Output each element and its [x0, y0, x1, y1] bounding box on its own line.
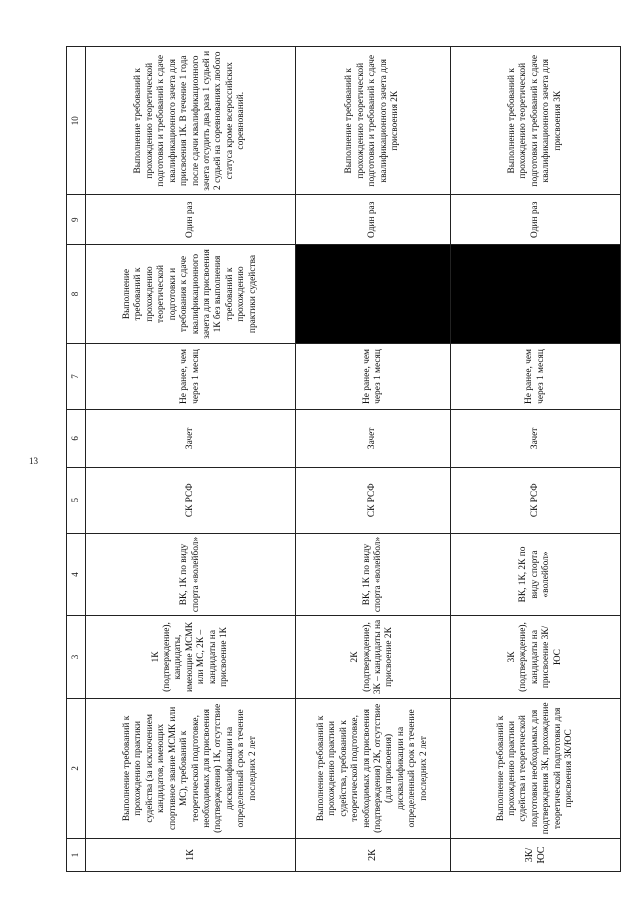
frequency-cell: Один раз: [296, 195, 451, 245]
organizer-cell: СК РСФ: [86, 467, 296, 533]
column-header: 5: [67, 467, 86, 533]
header-row: [67, 47, 86, 872]
period-cell: Не ранее, чем через 1 месяц: [86, 344, 296, 410]
redacted-cell: [296, 245, 451, 344]
column-header: 3: [67, 616, 86, 699]
column-header: 1: [67, 839, 86, 872]
candidates-cell: 2К (подтверждение), 3К – кандидаты на присвоение 2К: [296, 616, 451, 699]
page-number: 13: [29, 456, 38, 466]
redacted-cell: [451, 245, 621, 344]
column-header: 7: [67, 344, 86, 410]
conditions-cell: Выполнение требований к прохождению теоретической подготовки и требований к сдаче квалификационного зачета для присвоения 2К: [296, 47, 451, 196]
requirements-cell: Выполнение требований к прохождению практики судейства (за исключением кандидатов, имеющих спортивное звание МСМК или МС), требований к теоретической подготовке, необходимых для присвоения (подтверждения) 1К, отсутствие дисквалификации на определенный срок в течение последних 2 лет: [86, 698, 296, 838]
column-header: 10: [67, 47, 86, 196]
frequency-cell: Один раз: [86, 195, 296, 245]
column-header: 6: [67, 410, 86, 468]
column-header: 9: [67, 195, 86, 245]
form-cell: Зачет: [296, 410, 451, 468]
row-code: 2К: [296, 839, 451, 872]
column-header: 2: [67, 698, 86, 838]
conditions-cell: Выполнение требований к прохождению теоретической подготовки и требований к сдаче квалификационного зачета для присвоения 1К. В течение 1 года после сдачи квалификационного зачета отсудить два раза 1 судьей и 2 судьей на соревнованиях любого статуса кроме всероссийских соревнований.: [86, 47, 296, 196]
row-code: 3К/ЮС: [451, 839, 621, 872]
examiners-cell: ВК, 1К по виду спорта «волейбол»: [296, 533, 451, 616]
candidates-cell: 3К (подтверждение), кандидаты на присвоение 3К/ЮС: [451, 616, 621, 699]
row-code: 1К: [86, 839, 296, 872]
organizer-cell: СК РСФ: [451, 467, 621, 533]
period-cell: Не ранее, чем через 1 месяц: [296, 344, 451, 410]
form-cell: Зачет: [86, 410, 296, 468]
table-row-1k: [86, 47, 296, 872]
examiners-cell: ВК, 1К, 2К по виду спорта «волейбол»: [451, 533, 621, 616]
conditions-cell: Выполнение требований к прохождению теоретической подготовки и требований к сдаче квалификационного зачета для присвоения 3К: [451, 47, 621, 196]
requirements-cell: Выполнение требований к прохождению практики судейства и теоретической подготовки необходимых для подтверждения 3К, прохождение теоретической подготовки для присвоения 3К/ЮС: [451, 698, 621, 838]
organizer-cell: СК РСФ: [296, 467, 451, 533]
requirements-cell: Выполнение требований к прохождению практики судейства, требований к теоретической подготовке, необходимых для присвоения (подтверждения) 2К, отсутствие (для присвоения) дисквалификации на определенный срок в течение последних 2 лет: [296, 698, 451, 838]
column-header: 4: [67, 533, 86, 616]
examiners-cell: ВК, 1К по виду спорта «волейбол»: [86, 533, 296, 616]
frequency-cell: Один раз: [451, 195, 621, 245]
rotated-table-wrapper: [66, 46, 615, 872]
candidates-cell: 1К (подтверждение), кандидаты, имеющие МСМК или МС, 2К – кандидаты на присвоение 1К: [86, 616, 296, 699]
form-cell: Зачет: [451, 410, 621, 468]
qualification-requirements-table: [66, 46, 621, 872]
period-cell: Не ранее, чем через 1 месяц: [451, 344, 621, 410]
column-header: 8: [67, 245, 86, 344]
table-row-2k: [296, 47, 451, 872]
table-row-3k-yus: [451, 47, 621, 872]
exception-cell: Выполнение требований к прохождению теоретической подготовки и требования к сдаче квалификационного зачета для присвоения 1К без выполнения требований к прохождению практики судейства: [86, 245, 296, 344]
